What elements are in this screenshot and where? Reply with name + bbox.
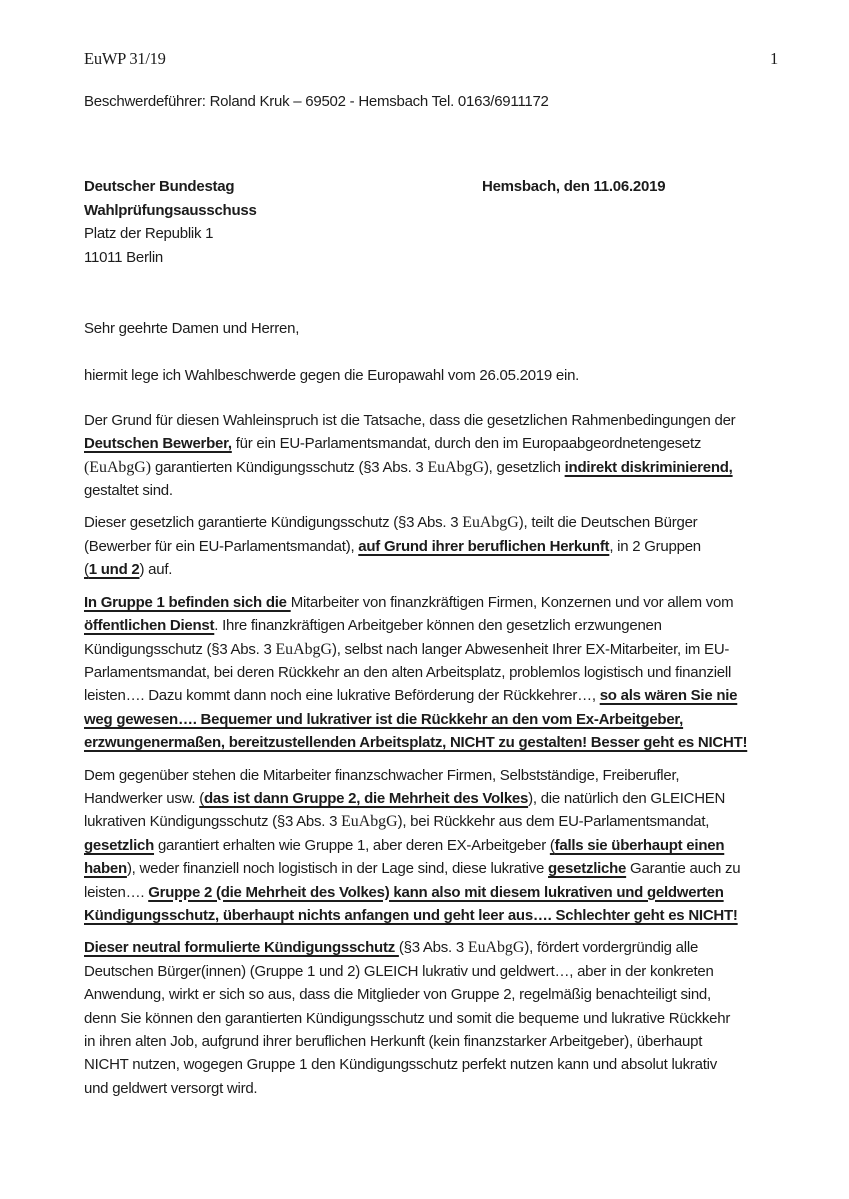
text-line (84, 787, 790, 810)
text-run: öffentlichen Dienst (84, 617, 215, 635)
text-line (84, 936, 790, 959)
page-number: 1 (770, 49, 778, 68)
text-line (84, 638, 790, 661)
letter-body (84, 409, 790, 1100)
recipient-address (84, 175, 790, 269)
text-run: in ihren alten Job, aufgrund ihrer beruflichen Herkunft (kein finanzstarker Arbeitgeber), überhaupt (84, 1033, 703, 1050)
text-run: ), bei Rückkehr aus dem EU-Parlamentsmandat, (397, 813, 710, 831)
text-line (84, 684, 790, 707)
text-run: EuAbgG (462, 514, 519, 532)
text-run: leisten…. (84, 883, 149, 901)
text-run: ), gesetzlich (483, 458, 565, 476)
text-run: gestaltet sind. (84, 482, 173, 500)
text-run: ), teilt die Deutschen Bürger (518, 514, 698, 532)
text-run: weg gewesen…. Bequemer und lukrativer ist die Rückkehr an den vom Ex-Arbeitgeber, (84, 710, 684, 728)
text-run: (EuAbgG) (84, 458, 152, 476)
text-run: garantiert erhalten wie Gruppe 1, aber deren EX-Arbeitgeber (154, 836, 550, 854)
text-run: falls sie überhaupt einen (554, 836, 725, 854)
text-run: EuAbgG (427, 458, 484, 476)
text-line (84, 511, 790, 534)
text-line (84, 479, 790, 502)
text-run: ), fördert vordergründig alle (524, 939, 699, 957)
text-run: ( (84, 561, 89, 579)
text-run: (§3 Abs. 3 (398, 939, 468, 957)
text-line (84, 810, 790, 833)
text-run: erzwungenermaßen, bereitzustellenden Arbeitsplatz, NICHT zu gestalten! Besser geht es NICHT! (84, 734, 748, 752)
text-run: garantierten Kündigungsschutz (§3 Abs. 3 (151, 458, 428, 476)
address-block (84, 175, 790, 269)
text-run: lukrativen Kündigungsschutz (§3 Abs. 3 (84, 813, 342, 831)
intro-line: hiermit lege ich Wahlbeschwerde gegen die Europawahl vom 26.05.2019 ein. (84, 367, 580, 385)
text-run: ( (549, 836, 555, 854)
text-run: ), weder finanziell noch logistisch in der Lage sind, diese lukrative (126, 860, 549, 878)
text-run: ), die natürlich den GLEICHEN (528, 789, 726, 807)
text-line (84, 614, 790, 637)
text-line (84, 456, 790, 479)
case-reference: EuWP 31/19 (84, 49, 166, 68)
text-line (84, 1077, 790, 1100)
text-run: Deutschen Bewerber, (84, 435, 232, 453)
text-line (84, 535, 790, 558)
text-run: Handwerker usw. (84, 789, 200, 807)
paragraph (84, 591, 790, 755)
text-run: Dieser gesetzlich garantierte Kündigungsschutz (§3 Abs. 3 (84, 514, 463, 532)
text-line (84, 904, 790, 927)
text-run: Kündigungsschutz, überhaupt nichts anfangen und geht leer aus…. Schlechter geht es NICHT! (84, 906, 738, 924)
text-run: Dem gegenüber stehen die Mitarbeiter finanzschwacher Firmen, Selbstständige, Freiberufler, (84, 766, 680, 784)
complainant-line: Beschwerdeführer: Roland Kruk – 69502 - Hemsbach Tel. 0163/6911172 (84, 93, 549, 110)
text-run: In Gruppe 1 befinden sich die (84, 593, 291, 611)
text-run: haben (84, 860, 127, 878)
text-line (84, 1053, 790, 1076)
text-line (84, 834, 790, 857)
text-run: 1 und 2 (88, 561, 140, 579)
text-run: Der Grund für diesen Wahleinspruch ist die Tatsache, dass die gesetzlichen Rahmenbedingungen der (84, 411, 736, 429)
text-run: Gruppe 2 (die Mehrheit des Volkes) kann also mit diesem lukrativen und geldwerten (148, 883, 724, 901)
text-line (84, 708, 790, 731)
text-line (84, 409, 790, 432)
text-run: EuAbgG (341, 813, 398, 831)
paragraph (84, 764, 790, 928)
recipient-line: Deutscher Bundestag (84, 178, 235, 196)
recipient-line: 11011 Berlin (84, 248, 164, 266)
text-run: (Bewerber für ein EU-Parlamentsmandat), (84, 537, 359, 555)
text-run: gesetzliche (548, 860, 627, 878)
text-run: so als wären Sie nie (599, 687, 738, 705)
text-run: ), selbst nach langer Abwesenheit Ihrer EX-Mitarbeiter, im EU- (331, 640, 730, 658)
text-line (84, 558, 790, 581)
text-run: , in 2 Gruppen (609, 537, 701, 555)
text-run: Dieser neutral formulierte Kündigungsschutz (84, 939, 399, 957)
recipient-line: Platz der Republik 1 (84, 225, 214, 243)
text-run: ( (199, 789, 204, 807)
text-run: Parlamentsmandat, bei deren Rückkehr an den alten Arbeitsplatz, problemlos logistisch und finanziell (84, 663, 732, 681)
header-row (84, 47, 790, 71)
text-line (84, 881, 790, 904)
text-line (84, 1007, 790, 1030)
text-run: EuAbgG (275, 640, 332, 658)
text-run: Anwendung, wirkt er sich so aus, dass die Mitglieder von Gruppe 2, regelmäßig benachteiligt sind, (84, 986, 711, 1004)
text-run: denn Sie können den garantierten Kündigungsschutz und somit die bequeme und lukrative Rückkehr (84, 1009, 731, 1027)
text-run: Deutschen Bürger(innen) (Gruppe 1 und 2) GLEICH lukrativ und geldwert…, aber in der konkreten (84, 962, 714, 980)
text-line (84, 591, 790, 614)
text-run: und geldwert versorgt wird. (84, 1079, 258, 1097)
text-line (84, 661, 790, 684)
paragraph (84, 511, 790, 581)
paragraph (84, 409, 790, 503)
text-run: gesetzlich (84, 836, 155, 854)
text-line (84, 432, 790, 455)
text-run: Kündigungsschutz (§3 Abs. 3 (84, 640, 276, 658)
salutation: Sehr geehrte Damen und Herren, (84, 320, 300, 338)
text-line (84, 764, 790, 787)
text-run: EuAbgG (467, 939, 525, 957)
text-run: . Ihre finanzkräftigen Arbeitgeber können den gesetzlich erzwungenen (214, 617, 662, 635)
recipient-line: Wahlprüfungsausschuss (84, 201, 257, 219)
text-run: NICHT nutzen, wogegen Gruppe 1 den Kündigungsschutz perfekt nutzen kann und absolut lukrativ (84, 1056, 717, 1074)
text-run: auf Grund ihrer beruflichen Herkunft (358, 537, 610, 555)
text-line (84, 960, 790, 983)
text-line (84, 1030, 790, 1053)
text-run: das ist dann Gruppe 2, die Mehrheit des Volkes (203, 789, 529, 807)
text-line (84, 731, 790, 754)
text-run: Mitarbeiter von finanzkräftigen Firmen, Konzernen und vor allem vom (290, 593, 734, 611)
text-line (84, 857, 790, 880)
date-line: Hemsbach, den 11.06.2019 (482, 178, 666, 196)
text-run: indirekt diskriminierend, (564, 458, 733, 476)
text-run: leisten…. Dazu kommt dann noch eine lukrative Beförderung der Rückkehrer…, (84, 687, 600, 705)
text-run: für ein EU-Parlamentsmandat, durch den im Europaabgeordnetengesetz (231, 435, 702, 453)
paragraph (84, 936, 790, 1100)
text-run: Garantie auch zu (626, 860, 741, 878)
text-line (84, 983, 790, 1006)
text-run: ) auf. (139, 561, 173, 579)
